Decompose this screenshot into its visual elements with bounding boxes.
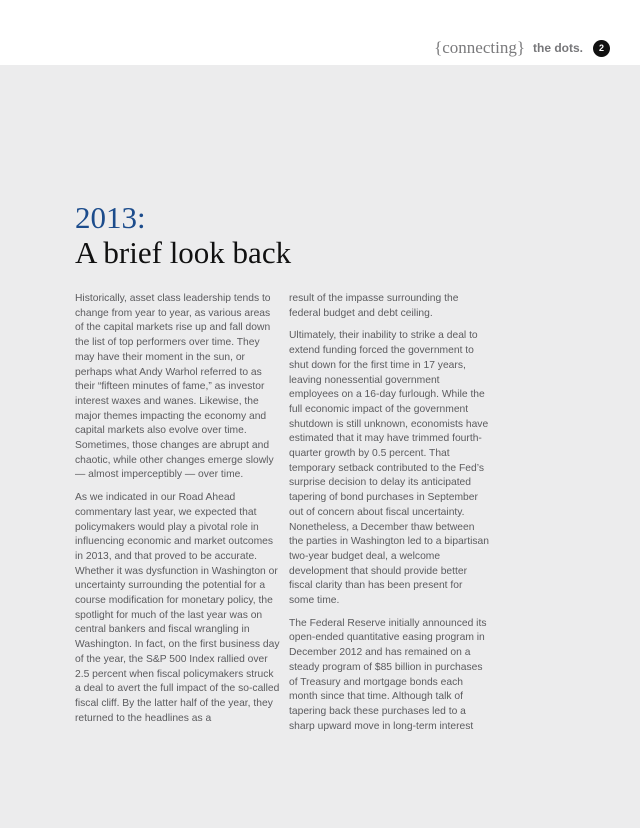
title-year: 2013:	[75, 200, 146, 235]
page-number-badge: 2	[593, 40, 610, 57]
title-main: A brief look back	[75, 235, 292, 270]
body-column-left	[75, 292, 280, 734]
page-header	[0, 0, 640, 65]
page-title	[75, 201, 291, 271]
brand-word: {connecting}	[434, 38, 525, 57]
body-column-right	[289, 292, 489, 742]
paragraph: Ultimately, their inability to strike a deal to extend funding forced the government to shut down for the first time in 17 years, leaving nonessential government employees on a 16-day furlough. While the full economic impact of the government shutdown is still unknown, economists have estimated that it may have trimmed fourth-quarter growth by 0.5 percent. That temporary setback contributed to the Fed’s surprise decision to delay its anticipated tapering of bond purchases in September out of concern about fiscal uncertainty. Nonetheless, a December thaw between the parties in Washington led to a bipartisan two-year budget deal, a welcome development that should provide better fiscal clarity than has been present for some time.	[289, 330, 489, 607]
brand-logo	[434, 38, 610, 58]
brand-tagline: the dots.	[533, 41, 583, 55]
paragraph: result of the impasse surrounding the federal budget and debt ceiling.	[289, 293, 459, 319]
paragraph: As we indicated in our Road Ahead commentary last year, we expected that policymakers would play a pivotal role in influencing economic and market outcomes in 2013, and that proved to be accurate. Whether it was dysfunction in Washington or uncertainty surrounding the potential for a course modification for monetary policy, the spotlight for much of the last year was on central bankers and fiscal wrangling in Washington. In fact, on the first business day of the year, the S&P 500 Index rallied over 2.5 percent when fiscal policymakers struck a deal to avert the full impact of the so-called fiscal cliff. By the latter half of the year, they returned to the headlines as a	[75, 492, 280, 724]
paragraph: The Federal Reserve initially announced its open-ended quantitative easing program in December 2012 and has remained on a steady program of $85 billion in purchases of Treasury and mortgage bonds each month since that time. Although talk of tapering back these purchases led to a sharp upward move in long-term interest	[289, 617, 487, 732]
paragraph: Historically, asset class leadership tends to change from year to year, as various areas of the capital markets rise up and fall down the list of top performers over time. They may have their moment in the sun, or perhaps what Andy Warhol referred to as their “fifteen minutes of fame,” as investor interest waxes and wanes. Likewise, the major themes impacting the economy and capital markets also evolve over time. Sometimes, those changes are abrupt and chaotic, while other changes emerge slowly — almost imperceptibly — over time.	[75, 293, 274, 481]
